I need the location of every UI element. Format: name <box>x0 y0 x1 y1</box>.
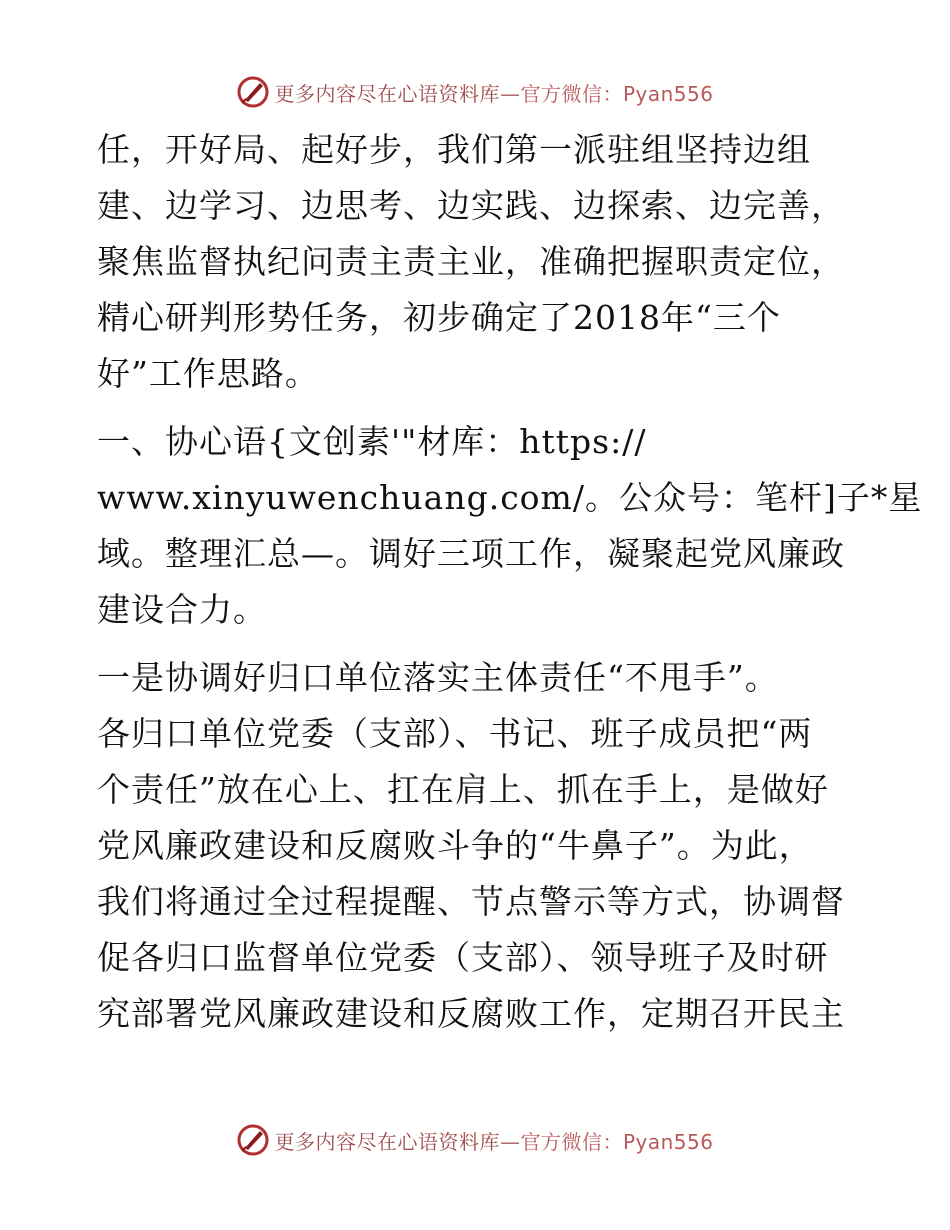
footer-watermark <box>0 1120 950 1160</box>
banner-wechat: 官方微信：Pyan556 <box>520 81 714 106</box>
quill-logo-icon <box>236 1123 270 1157</box>
text-line: 促各归口监督单位党委（支部）、领导班子及时研 <box>97 938 829 977</box>
text-line: 任，开好局、起好步，我们第一派驻组坚持边组 <box>97 130 811 169</box>
banner-separator: — <box>499 81 521 106</box>
paragraph-3 <box>97 650 857 1042</box>
banner-title: 更多内容尽在心语资料库 <box>274 1129 500 1154</box>
text-line: 聚焦监督执纪问责主责主业，准确把握职责定位， <box>97 242 845 281</box>
text-line: 精心研判形势任务，初步确定了2018年“三个 <box>97 298 781 337</box>
text-line: 个责任”放在心上、扛在肩上、抓在手上，是做好 <box>97 770 829 809</box>
quill-logo-icon <box>236 75 270 109</box>
paragraph-1 <box>97 122 857 402</box>
text-line: www.xinyuwenchuang.com/。公众号：笔杆]子*星 <box>97 478 923 517</box>
text-line: 好”工作思路。 <box>97 354 319 393</box>
text-line: 建、边学习、边思考、边实践、边探索、边完善， <box>97 186 845 225</box>
text-line: 建设合力。 <box>97 590 267 629</box>
paragraph-2 <box>97 414 923 638</box>
header-watermark <box>0 72 950 112</box>
banner-wechat: 官方微信：Pyan556 <box>520 1129 714 1154</box>
text-line: 域。整理汇总—。调好三项工作，凝聚起党风廉政 <box>97 534 845 573</box>
text-line: 我们将通过全过程提醒、节点警示等方式，协调督 <box>97 882 845 921</box>
text-line: 一、协心语{文创素'"材库：https:// <box>97 422 647 461</box>
text-line: 党风廉政建设和反腐败斗争的“牛鼻子”。为此， <box>97 826 813 865</box>
banner-separator: — <box>499 1129 521 1154</box>
text-line: 一是协调好归口单位落实主体责任“不甩手”。 <box>97 658 779 697</box>
text-line: 究部署党风廉政建设和反腐败工作，定期召开民主 <box>97 994 845 1033</box>
document-body <box>97 122 923 1042</box>
text-line: 各归口单位党委（支部）、书记、班子成员把“两 <box>97 714 813 753</box>
banner-title: 更多内容尽在心语资料库 <box>274 81 500 106</box>
